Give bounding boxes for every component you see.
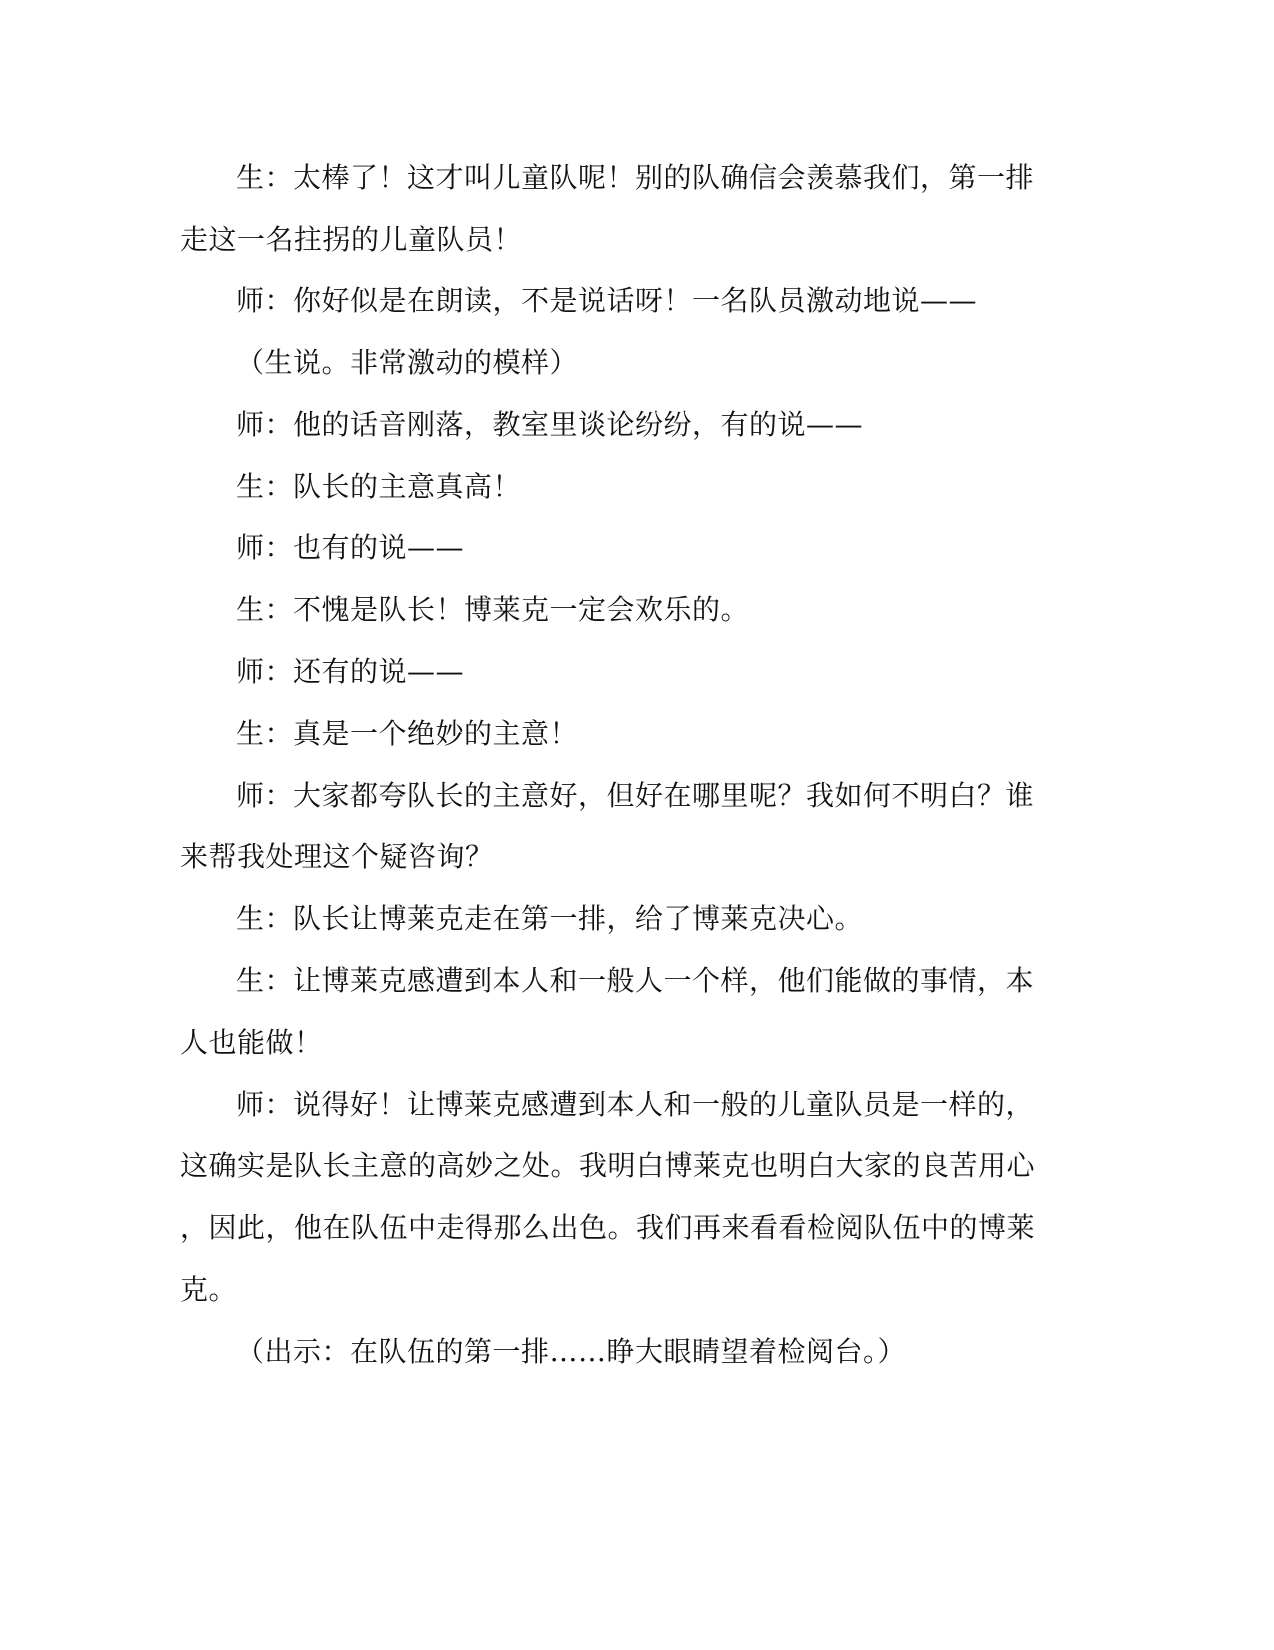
text-line: 这确实是队长主意的高妙之处。我明白博莱克也明白大家的良苦用心 bbox=[180, 1149, 1036, 1182]
text-line: 生：不愧是队长！博莱克一定会欢乐的。 bbox=[236, 593, 750, 626]
text-line: 生：太棒了！这才叫儿童队呢！别的队确信会羡慕我们，第一排 bbox=[236, 161, 1035, 194]
text-line: ，因此，他在队伍中走得那么出色。我们再来看看检阅队伍中的博莱 bbox=[180, 1211, 1036, 1244]
text-line: 走这一名拄拐的儿童队员！ bbox=[180, 223, 523, 256]
text-line: 师：说得好！让博莱克感遭到本人和一般的儿童队员是一样的， bbox=[236, 1088, 1035, 1121]
text-line: （生说。非常激动的模样） bbox=[236, 346, 579, 379]
text-line: 师：大家都夸队长的主意好，但好在哪里呢？我如何不明白？谁 bbox=[236, 779, 1035, 812]
text-line: 师：你好似是在朗读，不是说话呀！一名队员激动地说—— bbox=[236, 284, 978, 317]
text-line: 生：队长的主意真高！ bbox=[236, 470, 522, 503]
text-line: 克。 bbox=[180, 1273, 238, 1306]
text-line: 师：也有的说—— bbox=[236, 531, 465, 564]
text-line: 生：真是一个绝妙的主意！ bbox=[236, 717, 579, 750]
text-line: 人也能做！ bbox=[180, 1026, 323, 1059]
text-line: （出示：在队伍的第一排……睁大眼睛望着检阅台。） bbox=[236, 1335, 907, 1368]
text-line: 生：让博莱克感遭到本人和一般人一个样，他们能做的事情，本 bbox=[236, 964, 1035, 997]
text-line: 来帮我处理这个疑咨询？ bbox=[180, 840, 494, 873]
text-line: 生：队长让博莱克走在第一排，给了博莱克决心。 bbox=[236, 902, 864, 935]
text-line: 师：他的话音刚落，教室里谈论纷纷，有的说—— bbox=[236, 408, 864, 441]
text-line: 师：还有的说—— bbox=[236, 655, 465, 688]
